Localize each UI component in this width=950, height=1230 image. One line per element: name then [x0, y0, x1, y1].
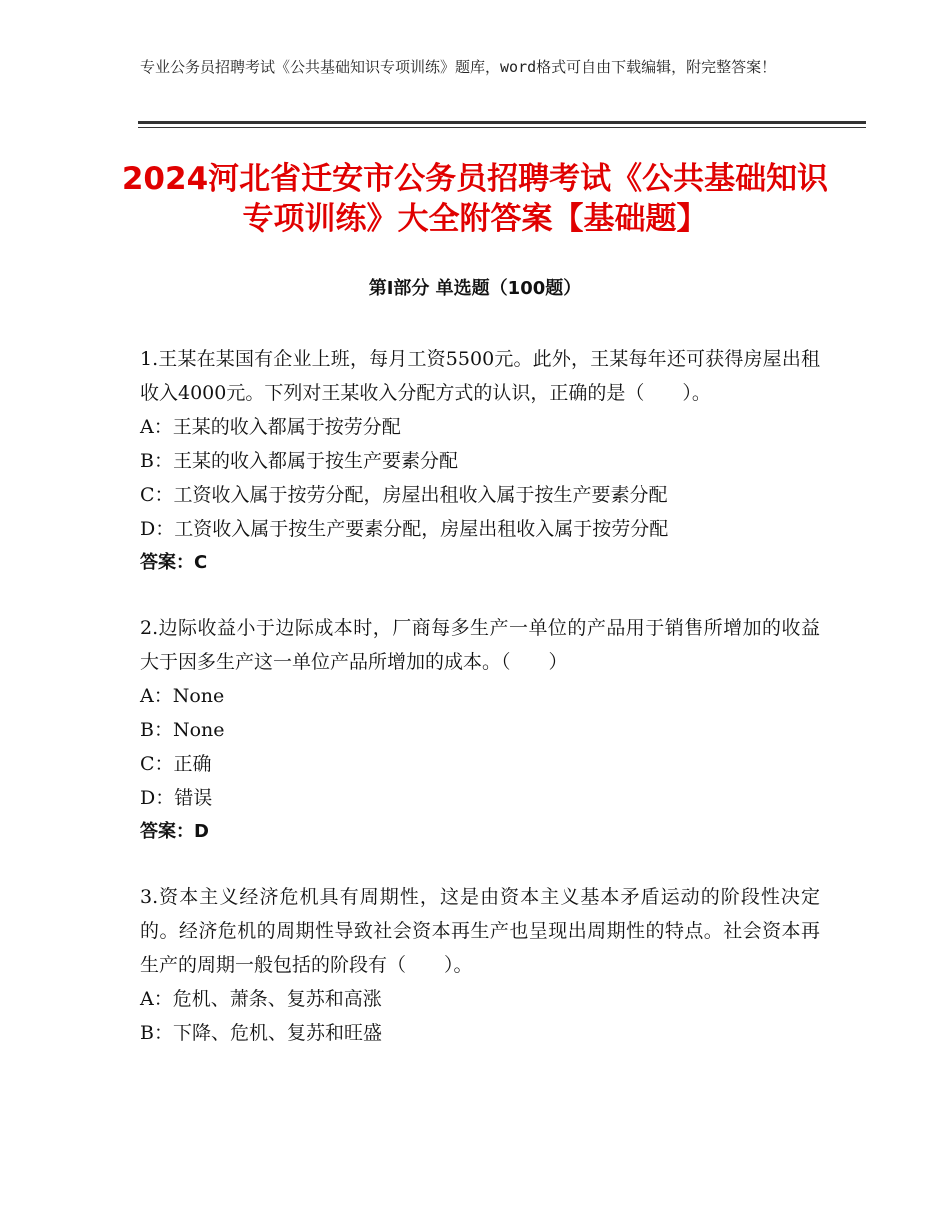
header-divider-thick	[138, 121, 866, 124]
question-text: 2.边际收益小于边际成本时，厂商每多生产一单位的产品用于销售所增加的收益大于因多生产这一单位产品所增加的成本。（ ）	[140, 617, 820, 673]
option-b: B：下降、危机、复苏和旺盛	[140, 1022, 382, 1044]
question-list	[140, 342, 820, 1081]
question-item	[140, 611, 820, 849]
option-c: C：工资收入属于按劳分配，房屋出租收入属于按生产要素分配	[140, 484, 668, 506]
option-d: D：工资收入属于按生产要素分配，房屋出租收入属于按劳分配	[140, 518, 669, 540]
section-title: 第Ⅰ部分 单选题（100题）	[368, 278, 582, 299]
option-a: A：None	[140, 685, 225, 707]
option-a: A：王某的收入都属于按劳分配	[140, 416, 401, 438]
header-divider-thin	[138, 127, 866, 128]
document-title: 2024河北省迁安市公务员招聘考试《公共基础知识专项训练》大全附答案【基础题】	[121, 161, 829, 237]
answer-label: 答案：C	[140, 552, 208, 573]
option-b: B：王某的收入都属于按生产要素分配	[140, 450, 458, 472]
option-a: A：危机、萧条、复苏和高涨	[140, 988, 382, 1010]
question-item	[140, 342, 820, 580]
question-item	[140, 880, 820, 1050]
question-text: 3.资本主义经济危机具有周期性，这是由资本主义基本矛盾运动的阶段性决定的。经济危机的周期性导致社会资本再生产也呈现出周期性的特点。社会资本再生产的周期一般包括的阶段有（ ）。	[140, 886, 820, 976]
option-b: B：None	[140, 719, 225, 741]
answer-label: 答案：D	[140, 821, 209, 842]
header-note: 专业公务员招聘考试《公共基础知识专项训练》题库，word格式可自由下载编辑，附完整答案！	[140, 58, 777, 76]
question-text: 1.王某在某国有企业上班，每月工资5500元。此外，王某每年还可获得房屋出租收入4000元。下列对王某收入分配方式的认识，正确的是（ ）。	[140, 348, 820, 404]
option-c: C：正确	[140, 753, 212, 775]
option-d: D：错误	[140, 787, 213, 809]
